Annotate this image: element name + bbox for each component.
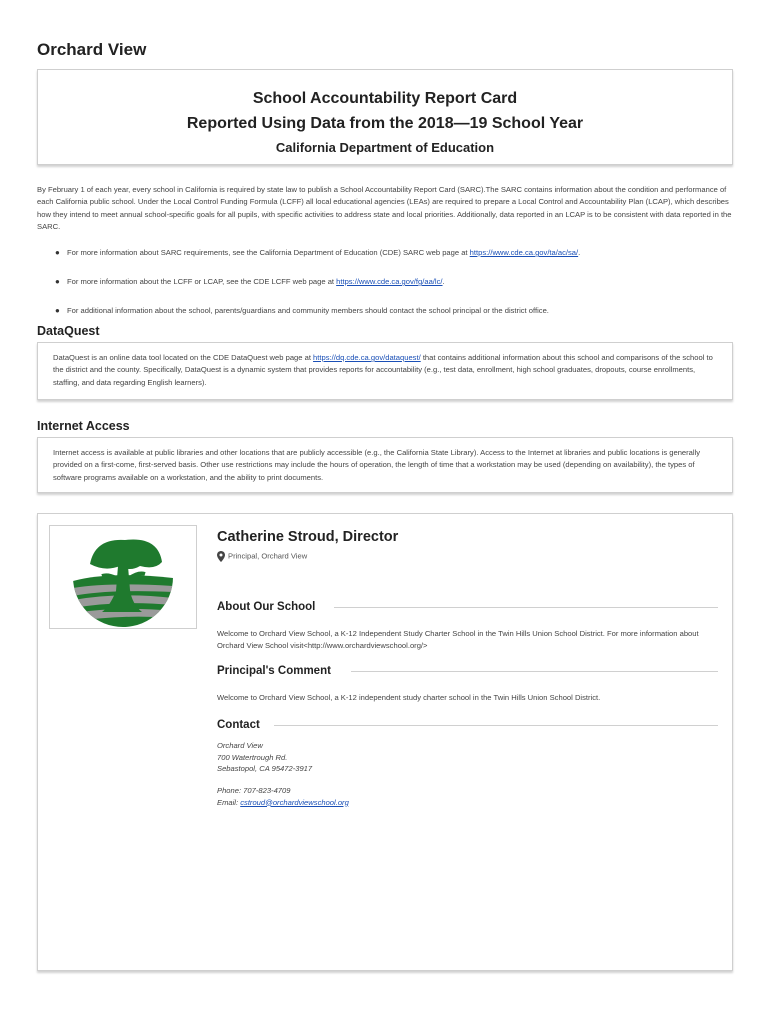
report-agency: California Department of Education [275, 140, 495, 155]
bullet-lcff [55, 277, 735, 286]
director-role [217, 551, 307, 562]
about-divider [334, 607, 718, 608]
school-name: Orchard View [37, 40, 147, 59]
bullet-dot-icon: ● [55, 277, 60, 286]
internet-text: Internet access is available at public libraries and other locations that are publicly accessible (e.g., the California State Library). Access to the Internet at libraries and public locations is generally provided on a first-come, first-served basis. Other use restrictions may include the hours of operation, the length of time that a workstation may be used (depending on availability), the types of software programs available on a workstation, and the ability to print documents. [53, 448, 701, 482]
sarc-link[interactable]: https://www.cde.ca.gov/ta/ac/sa/ [469, 248, 579, 257]
bullet-dot-icon: ● [55, 248, 60, 257]
contact-address [217, 740, 312, 775]
intro-paragraph: By February 1 of each year, every school in California is required by state law to publish a School Accountability Report Card (SARC).The SARC contains information about the condition and performance of each California public school. Under the Local Control Funding Formula (LCFF) all local educational agencies (LEAs) are required to prepare a Local Control and Accountability Plan (LCAP), which describes how they intend to meet annual school-specific goals for all pupils, with specific activities to address state and local priorities. Additionally, data reported in an LCAP is to be consistent with data reported in the SARC. [37, 185, 732, 232]
director-role-text: Principal, Orchard View [228, 551, 308, 561]
lcff-link[interactable]: https://www.cde.ca.gov/fg/aa/lc/ [336, 277, 443, 286]
contact-heading: Contact [217, 719, 260, 731]
dataquest-heading: DataQuest [37, 324, 100, 338]
comment-divider [351, 671, 718, 672]
contact-divider [274, 725, 718, 726]
bullet-text: For additional information about the school, parents/guardians and community members should contact the school principal or the district office. [67, 306, 549, 315]
report-subtitle: Reported Using Data from the 2018—19 School Year [186, 115, 584, 132]
contact-info [217, 785, 349, 808]
contact-phone: Phone: 707-823-4709 [217, 786, 291, 795]
contact-line: Orchard View [217, 741, 263, 750]
bullet-after: . [578, 248, 581, 257]
location-pin-icon [217, 551, 225, 562]
contact-line: 700 Watertrough Rd. [217, 752, 288, 762]
comment-text: Welcome to Orchard View School, a K-12 independent study charter school in the Twin Hills Union School District. [217, 693, 601, 702]
tree-logo-icon [50, 526, 196, 628]
dataquest-box [37, 342, 733, 400]
bullet-text: For more information about the LCFF or LCAP, see the CDE LCFF web page at [67, 277, 337, 286]
report-title: School Accountability Report Card [252, 90, 518, 107]
report-title-box [37, 69, 733, 165]
comment-heading: Principal's Comment [217, 665, 331, 677]
school-logo [49, 525, 197, 629]
about-heading: About Our School [217, 601, 316, 613]
dataquest-link[interactable]: https://dq.cde.ca.gov/dataquest/ [313, 353, 421, 362]
contact-line: Sebastopol, CA 95472-3917 [217, 764, 313, 773]
internet-heading: Internet Access [37, 419, 130, 433]
director-card [37, 513, 733, 971]
about-text: Welcome to Orchard View School, a K-12 Independent Study Charter School in the Twin Hills Union School District. For more information about Orchard View School visit<http://www.orchardviewschool.org/> [217, 629, 699, 651]
bullet-text: For more information about SARC requirements, see the California Department of Education (CDE) SARC web page at [67, 248, 470, 257]
contact-email-row [217, 797, 349, 809]
dataquest-text-after: that contains additional information about this school and comparisons of the school to the district and the county. Specifically, DataQuest is a dynamic system that provides reports for accountability (e.g., test data, enrollment, high school graduates, dropouts, course enrollments, staffing, and data regarding English learners). [53, 353, 713, 387]
bullet-dot-icon: ● [55, 306, 60, 315]
bullet-after: . [442, 277, 445, 286]
bullet-sarc [55, 248, 735, 257]
dataquest-text: DataQuest is an online data tool located on the CDE DataQuest web page at [53, 353, 314, 362]
email-label: Email: [217, 797, 241, 807]
email-link[interactable]: cstroud@orchardviewschool.org [240, 797, 349, 807]
bullet-contact [55, 306, 735, 315]
internet-box [37, 437, 733, 493]
director-name: Catherine Stroud, Director [217, 529, 399, 545]
